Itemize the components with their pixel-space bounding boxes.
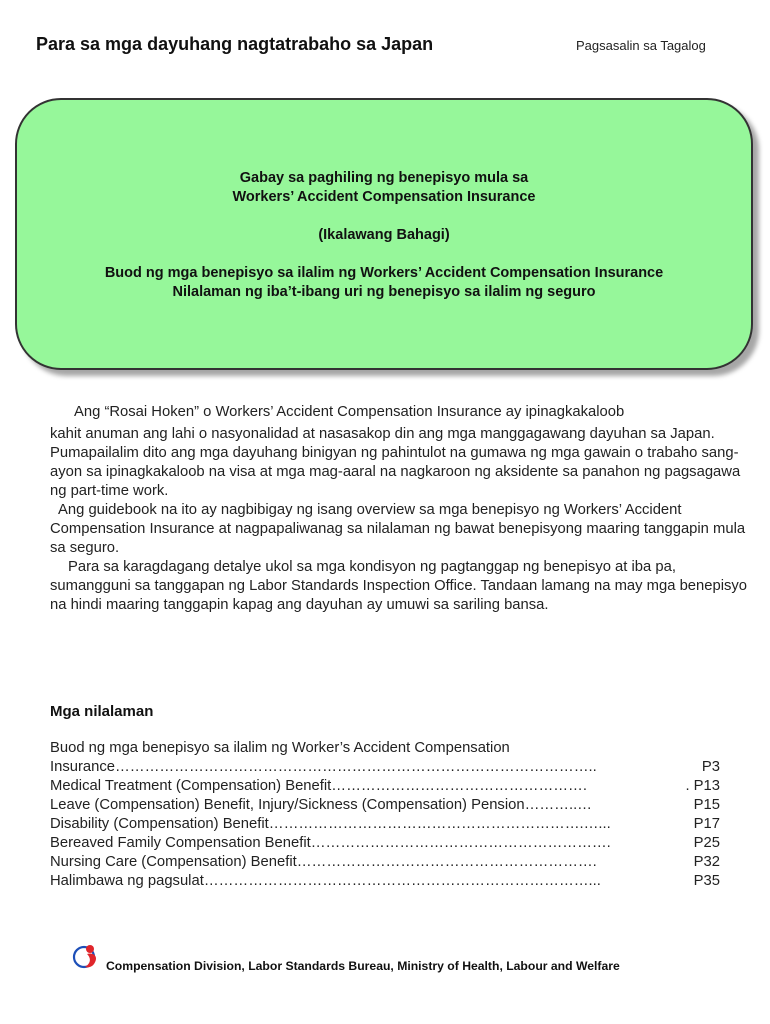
language-note: Pagsasalin sa Tagalog — [576, 38, 706, 53]
toc-leader: ……………………………………………………. — [310, 835, 611, 851]
toc-item — [50, 853, 720, 872]
banner-summary-line-2: Nilalaman ng iba’t-ibang uri ng benepisyo sa ilalim ng seguro — [172, 284, 596, 300]
banner-title-line-1: Gabay sa paghiling ng benepisyo mula sa — [239, 170, 529, 186]
toc-item-label: Bereaved Family Compensation Benefit — [50, 835, 311, 851]
intro-paragraph: kahit anuman ang lahi o nasyonalidad at nasasakop din ang mga manggagawang dayuhan sa Japan. Pumapailalim dito ang mga dayuhang binigyan ng pahintulot na gumawa ng mga gawain o trabaho sang-ayon sa ipinagkakaloob na visa at mga mag-aaral na nagkaroon ng aksidente sa panahon ng pagsagawa ng part-time work. — [50, 426, 741, 499]
page-title: Para sa mga dayuhang nagtatrabaho sa Japan — [36, 34, 434, 54]
toc-item — [50, 796, 720, 815]
toc-heading: Mga nilalaman — [50, 703, 154, 720]
toc-item-page: P3 — [701, 759, 720, 775]
mhlw-logo-icon — [72, 940, 104, 972]
intro-paragraph: Ang guidebook na ito ay nagbibigay ng isang overview sa mga benepisyo ng Workers’ Accident Compensation Insurance at nagpapaliwanag sa nilalaman ng bawat benepisyong maaring tanggapin mula sa seguro. — [50, 502, 746, 556]
banner-summary-line-1: Buod ng mga benepisyo sa ilalim ng Workers’ Accident Compensation Insurance — [104, 265, 664, 281]
toc-line — [50, 739, 720, 758]
toc-leader: ………..… — [524, 797, 592, 813]
toc-item — [50, 872, 720, 891]
toc-item-label: Nursing Care (Compensation) Benefit — [50, 854, 297, 870]
toc-leader: ……………………………………………………. — [296, 854, 597, 870]
toc-item — [50, 834, 720, 853]
toc-item-page: P15 — [693, 797, 720, 813]
toc-item — [50, 815, 720, 834]
toc-leader: ……………………………………………………………………... — [203, 873, 601, 889]
toc-item-page: P35 — [693, 873, 720, 889]
toc-item-label: Medical Treatment (Compensation) Benefit — [50, 778, 332, 794]
banner-title-line-2: Workers’ Accident Compensation Insurance — [232, 189, 536, 205]
table-of-contents — [50, 739, 720, 891]
footer-text: Compensation Division, Labor Standards Bureau, Ministry of Health, Labour and Welfare — [106, 959, 620, 973]
toc-item-label: Halimbawa ng pagsulat — [50, 873, 204, 889]
toc-leader: ……………………………………………………….…... — [268, 816, 611, 832]
toc-item-page: P25 — [693, 835, 720, 851]
intro-section — [50, 403, 750, 615]
toc-leader: ……………………………………………. — [331, 778, 587, 794]
title-banner — [15, 98, 753, 370]
toc-text: Buod ng mga benepisyo sa ilalim ng Worker’s Accident Compensation — [50, 740, 510, 756]
toc-item-page: P17 — [693, 816, 720, 832]
banner-part-label: (Ikalawang Bahagi) — [318, 227, 450, 243]
toc-item-page: P32 — [693, 854, 720, 870]
intro-paragraph: Para sa karagdagang detalye ukol sa mga kondisyon ng pagtanggap ng benepisyo at iba pa, sumangguni sa tanggapan ng Labor Standards Inspection Office. Tandaan lamang na may mga benepisyo na hindi maaring tanggapin kapag ang dayuhan ay umuwi sa sariling bansa. — [50, 559, 748, 613]
toc-item — [50, 777, 720, 796]
footer — [72, 940, 732, 974]
toc-item-label: Insurance — [50, 759, 115, 775]
intro-lead: Ang “Rosai Hoken” o Workers’ Accident Compensation Insurance ay ipinagkakaloob — [74, 404, 625, 420]
toc-item-page: . P13 — [685, 778, 720, 794]
toc-item-label: Leave (Compensation) Benefit, Injury/Sickness (Compensation) Pension — [50, 797, 525, 813]
toc-item — [50, 758, 720, 777]
toc-leader: …………………………………………………………………………………….. — [114, 759, 597, 775]
toc-item-label: Disability (Compensation) Benefit — [50, 816, 269, 832]
